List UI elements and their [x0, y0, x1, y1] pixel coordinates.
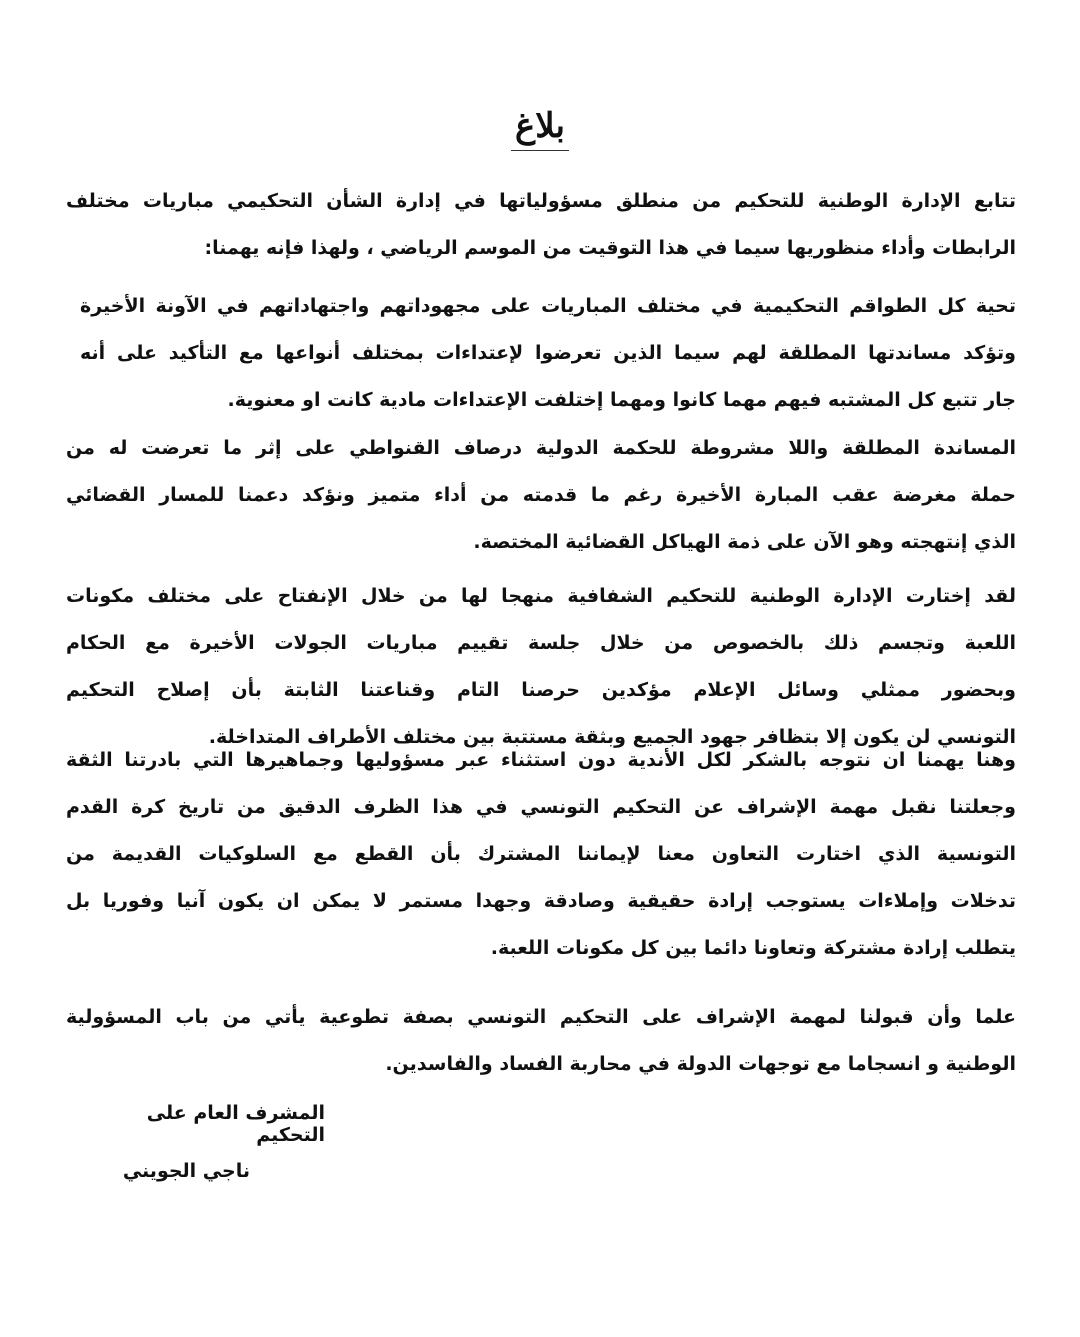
intro-paragraph	[66, 178, 1016, 272]
text-line: التونسي لن يكون إلا بتظافر جهود الجميع وبثقة مستتبة بين مختلف الأطراف المتداخلة.	[208, 726, 1016, 748]
text-line: وتؤكد مساندتها المطلقة لهم سيما الذين تعرضوا لإعتداءات بمختلف أنواعها مع التأكيد على أنه	[80, 342, 1016, 364]
text-line: اللعبة وتجسم ذلك بالخصوص من خلال جلسة تقييم مباريات الجولات الأخيرة مع الحكام	[66, 632, 1016, 654]
text-line: تتابع الإدارة الوطنية للتحكيم من منطلق مسؤولياتها في إدارة الشأن التحكيمي مباريات مختلف	[66, 190, 1016, 212]
text-line: تدخلات وإملاءات يستوجب إرادة حقيقية وصادقة وجهدا مستمر لا يمكن ان يكون آنيا وفوريا بل	[66, 890, 1016, 912]
text-line: التونسية الذي اختارت التعاون معنا لإيماننا المشترك بأن القطع مع السلوكيات القديمة من	[66, 843, 1016, 865]
paragraph-volunteer	[66, 994, 1016, 1088]
text-line: الذي إنتهجته وهو الآن على ذمة الهياكل القضائية المختصة.	[473, 531, 1016, 553]
text-line: وهنا يهمنا ان نتوجه بالشكر لكل الأندية دون استثناء عبر مسؤوليها وجماهيرها التي بادرتنا الثقة	[66, 749, 1016, 771]
paragraph-referee-teams	[80, 283, 1016, 424]
signature-name: ناجي الجويني	[122, 1160, 250, 1182]
signature-title: المشرف العام على التحكيم	[146, 1102, 325, 1146]
paragraph-support-referee	[66, 425, 1016, 566]
text-line: الرابطات وأداء منظوريها سيما في هذا التوقيت من الموسم الرياضي ، ولهذا فإنه يهمنا:	[204, 237, 1016, 259]
text-line: تحية كل الطواقم التحكيمية في مختلف المباريات على مجهوداتهم واجتهاداتهم في الآونة الأخيرة	[80, 295, 1016, 317]
text-line: المساندة المطلقة واللا مشروطة للحكمة الدولية درصاف القنواطي على إثر ما تعرضت له من	[66, 437, 1016, 459]
text-line: يتطلب إرادة مشتركة وتعاونا دائما بين كل مكونات اللعبة.	[490, 937, 1016, 959]
text-line: وجعلتنا نقبل مهمة الإشراف عن التحكيم التونسي في هذا الظرف الدقيق من تاريخ كرة القدم	[66, 796, 1016, 818]
title-text: بلاغ	[511, 104, 569, 151]
paragraph-thanks-clubs	[66, 737, 1016, 972]
document-title	[0, 104, 1080, 151]
text-line: جار تتبع كل المشتبه فيهم مهما كانوا ومهما إختلفت الإعتداءات مادية كانت او معنوية.	[227, 389, 1016, 411]
text-line: الوطنية و انسجاما مع توجهات الدولة في محاربة الفساد والفاسدين.	[385, 1053, 1016, 1075]
text-line: حملة مغرضة عقب المبارة الأخيرة رغم ما قدمته من أداء متميز ونؤكد دعمنا للمسار القضائي	[66, 484, 1016, 506]
text-line: لقد إختارت الإدارة الوطنية للتحكيم الشفافية منهجا لها من خلال الإنفتاح على مختلف مكونات	[66, 585, 1016, 607]
text-line: علما وأن قبولنا لمهمة الإشراف على التحكيم التونسي بصفة تطوعية يأتي من باب المسؤولية	[66, 1006, 1016, 1028]
paragraph-transparency	[66, 573, 1016, 761]
text-line: وبحضور ممثلي وسائل الإعلام مؤكدين حرصنا التام وقناعتنا الثابتة بأن إصلاح التحكيم	[66, 679, 1016, 701]
